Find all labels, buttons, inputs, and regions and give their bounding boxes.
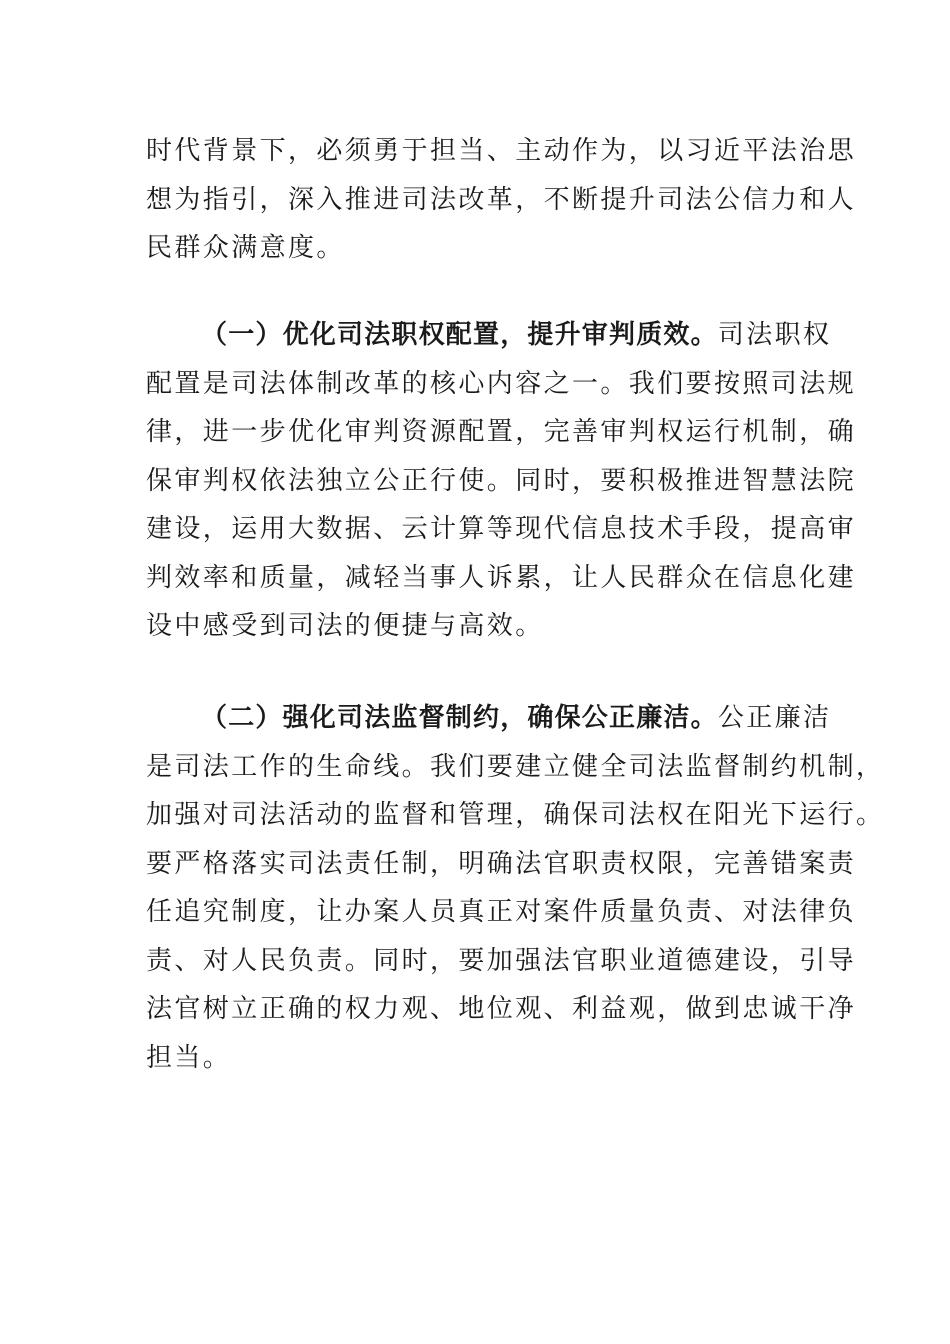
text-span: 公正廉洁 (717, 703, 832, 733)
paragraph-judicial-power-allocation (146, 311, 857, 651)
text-line: 是司法工作的生命线。我们要建立健全司法监督制约机制， (146, 751, 885, 782)
paragraph-first-line (146, 694, 832, 743)
section-heading-2: （二）强化司法监督制约，确保公正廉洁。 (201, 703, 718, 733)
text-line: 配置是司法体制改革的核心内容之一。我们要按照司法规 (146, 368, 857, 399)
text-line: 想为指引，深入推进司法改革，不断提升司法公信力和人 (146, 184, 857, 215)
text-line: 律，进一步优化审判资源配置，完善审判权运行机制，确 (146, 417, 857, 447)
text-line: 时代背景下，必须勇于担当、主动作为，以习近平法治思 (146, 136, 857, 166)
paragraph-continuation (146, 127, 857, 273)
text-line: 民群众满意度。 (146, 233, 345, 263)
text-span: 司法职权 (717, 320, 832, 350)
text-line: 要严格落实司法责任制，明确法官职责权限，完善错案责 (146, 848, 857, 879)
text-line: 担当。 (146, 1042, 232, 1073)
text-line: 加强对司法活动的监督和管理，确保司法权在阳光下运行。 (146, 800, 885, 830)
text-line: 建设，运用大数据、云计算等现代信息技术手段，提高审 (146, 514, 857, 544)
paragraph-first-line (146, 311, 832, 360)
text-line: 责、对人民负责。同时，要加强法官职业道德建设，引导 (146, 945, 857, 976)
text-line: 设中感受到司法的便捷与高效。 (146, 611, 544, 641)
text-line: 保审判权依法独立公正行使。同时，要积极推进智慧法院 (146, 465, 857, 496)
section-heading-1: （一）优化司法职权配置，提升审判质效。 (201, 320, 718, 350)
paragraph-judicial-supervision (146, 694, 885, 1082)
text-line: 任追究制度，让办案人员真正对案件质量负责、对法律负 (146, 897, 857, 927)
text-line: 判效率和质量，减轻当事人诉累，让人民群众在信息化建 (146, 562, 857, 593)
text-line: 法官树立正确的权力观、地位观、利益观，做到忠诚干净 (146, 994, 857, 1024)
